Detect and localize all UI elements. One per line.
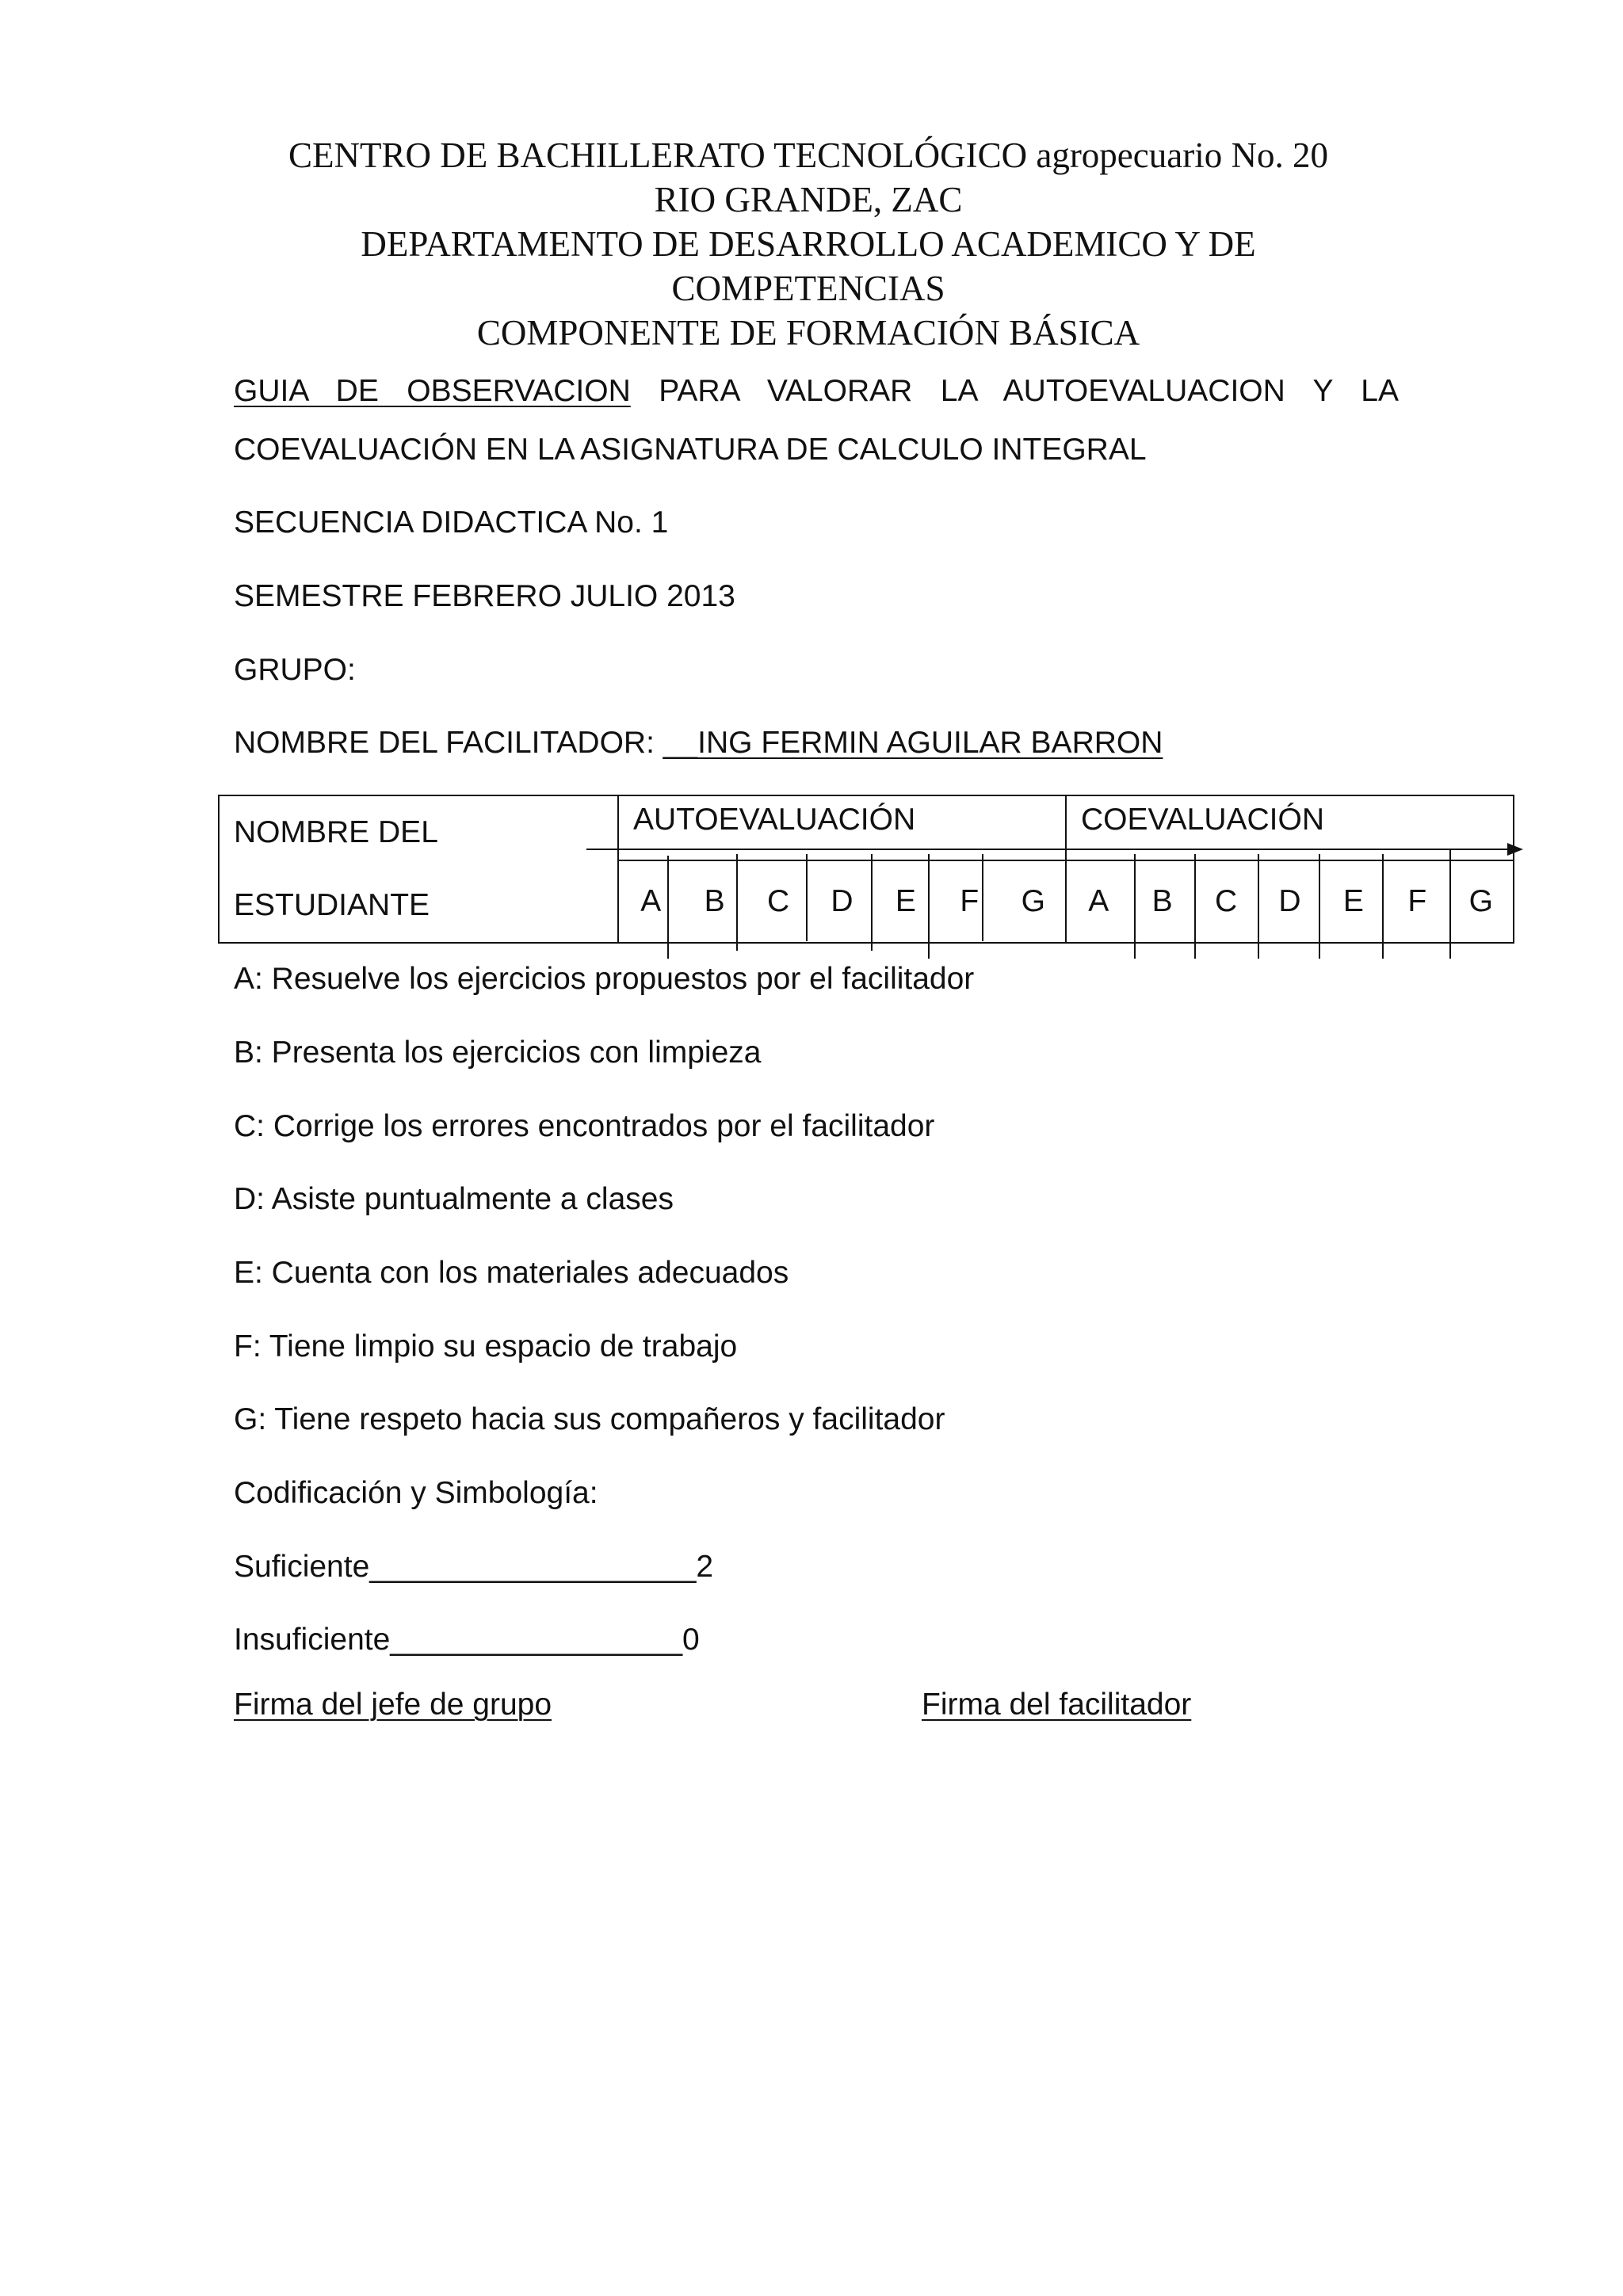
signature-facilitador: Firma del facilitador <box>922 1688 1192 1722</box>
title-underlined: GUIA DE OBSERVACION <box>234 374 631 408</box>
coe-letter-g: G <box>1468 884 1493 918</box>
criterion-f: F: Tiene limpio su espacio de trabajo <box>234 1329 738 1363</box>
student-name-header-line2: ESTUDIANTE <box>234 888 430 922</box>
criterion-c: C: Corrige los errores encontrados por el facilitador <box>234 1109 935 1143</box>
header-department: DEPARTAMENTO DE DESARROLLO ACADEMICO Y DE <box>361 224 1256 264</box>
title-rest: PARA VALORAR LA AUTOEVALUACION Y LA <box>659 374 1399 408</box>
criterion-d: D: Asiste puntualmente a clases <box>234 1182 674 1216</box>
title-line2: COEVALUACIÓN EN LA ASIGNATURA DE CALCULO INTEGRAL <box>234 433 1147 467</box>
student-name-header-line1: NOMBRE DEL <box>234 815 438 849</box>
coe-letter-e: E <box>1342 884 1364 918</box>
header-department-cont: COMPETENCIAS <box>671 269 945 308</box>
suficiente-line: Suficiente___________________2 <box>234 1550 714 1584</box>
semestre-label: SEMESTRE FEBRERO JULIO 2013 <box>234 579 735 613</box>
grupo-label: GRUPO: <box>234 653 356 687</box>
coe-letter-d: D <box>1278 884 1301 918</box>
signature-jefe: Firma del jefe de grupo <box>234 1688 552 1722</box>
auto-letter-f: F <box>960 884 980 918</box>
insuficiente-line: Insuficiente_________________0 <box>234 1623 700 1657</box>
auto-letter-b: B <box>704 884 725 918</box>
coe-letter-c: C <box>1214 884 1238 918</box>
auto-letter-a: A <box>640 884 662 918</box>
auto-letter-g: G <box>1021 884 1045 918</box>
header-component: COMPONENTE DE FORMACIÓN BÁSICA <box>476 313 1140 353</box>
secuencia-label: SECUENCIA DIDACTICA No. 1 <box>234 505 669 540</box>
header-school: CENTRO DE BACHILLERATO TECNOLÓGICO agropecuario No. 20 <box>288 135 1328 175</box>
arrow-head-icon <box>1507 843 1523 856</box>
auto-letter-c: C <box>766 884 790 918</box>
criterion-g: G: Tiene respeto hacia sus compañeros y facilitador <box>234 1402 945 1436</box>
facilitador-name: __ING FERMIN AGUILAR BARRON <box>663 726 1163 760</box>
auto-letter-e: E <box>895 884 916 918</box>
coevaluacion-header: COEVALUACIÓN <box>1066 795 1514 860</box>
coe-letter-f: F <box>1407 884 1427 918</box>
letter-dividers <box>668 849 1450 959</box>
header-city: RIO GRANDE, ZAC <box>654 180 963 219</box>
criterion-a: A: Resuelve los ejercicios propuestos por el facilitador <box>234 962 975 996</box>
coe-letter-a: A <box>1088 884 1109 918</box>
criterion-e: E: Cuenta con los materiales adecuados <box>234 1256 789 1290</box>
codificacion-title: Codificación y Simbología: <box>234 1476 598 1510</box>
criterion-b: B: Presenta los ejercicios con limpieza <box>234 1035 762 1070</box>
facilitador-label: NOMBRE DEL FACILITADOR: <box>234 726 663 760</box>
autoevaluacion-header: AUTOEVALUACIÓN <box>618 795 1066 860</box>
coe-letter-b: B <box>1151 884 1173 918</box>
auto-letter-d: D <box>831 884 854 918</box>
